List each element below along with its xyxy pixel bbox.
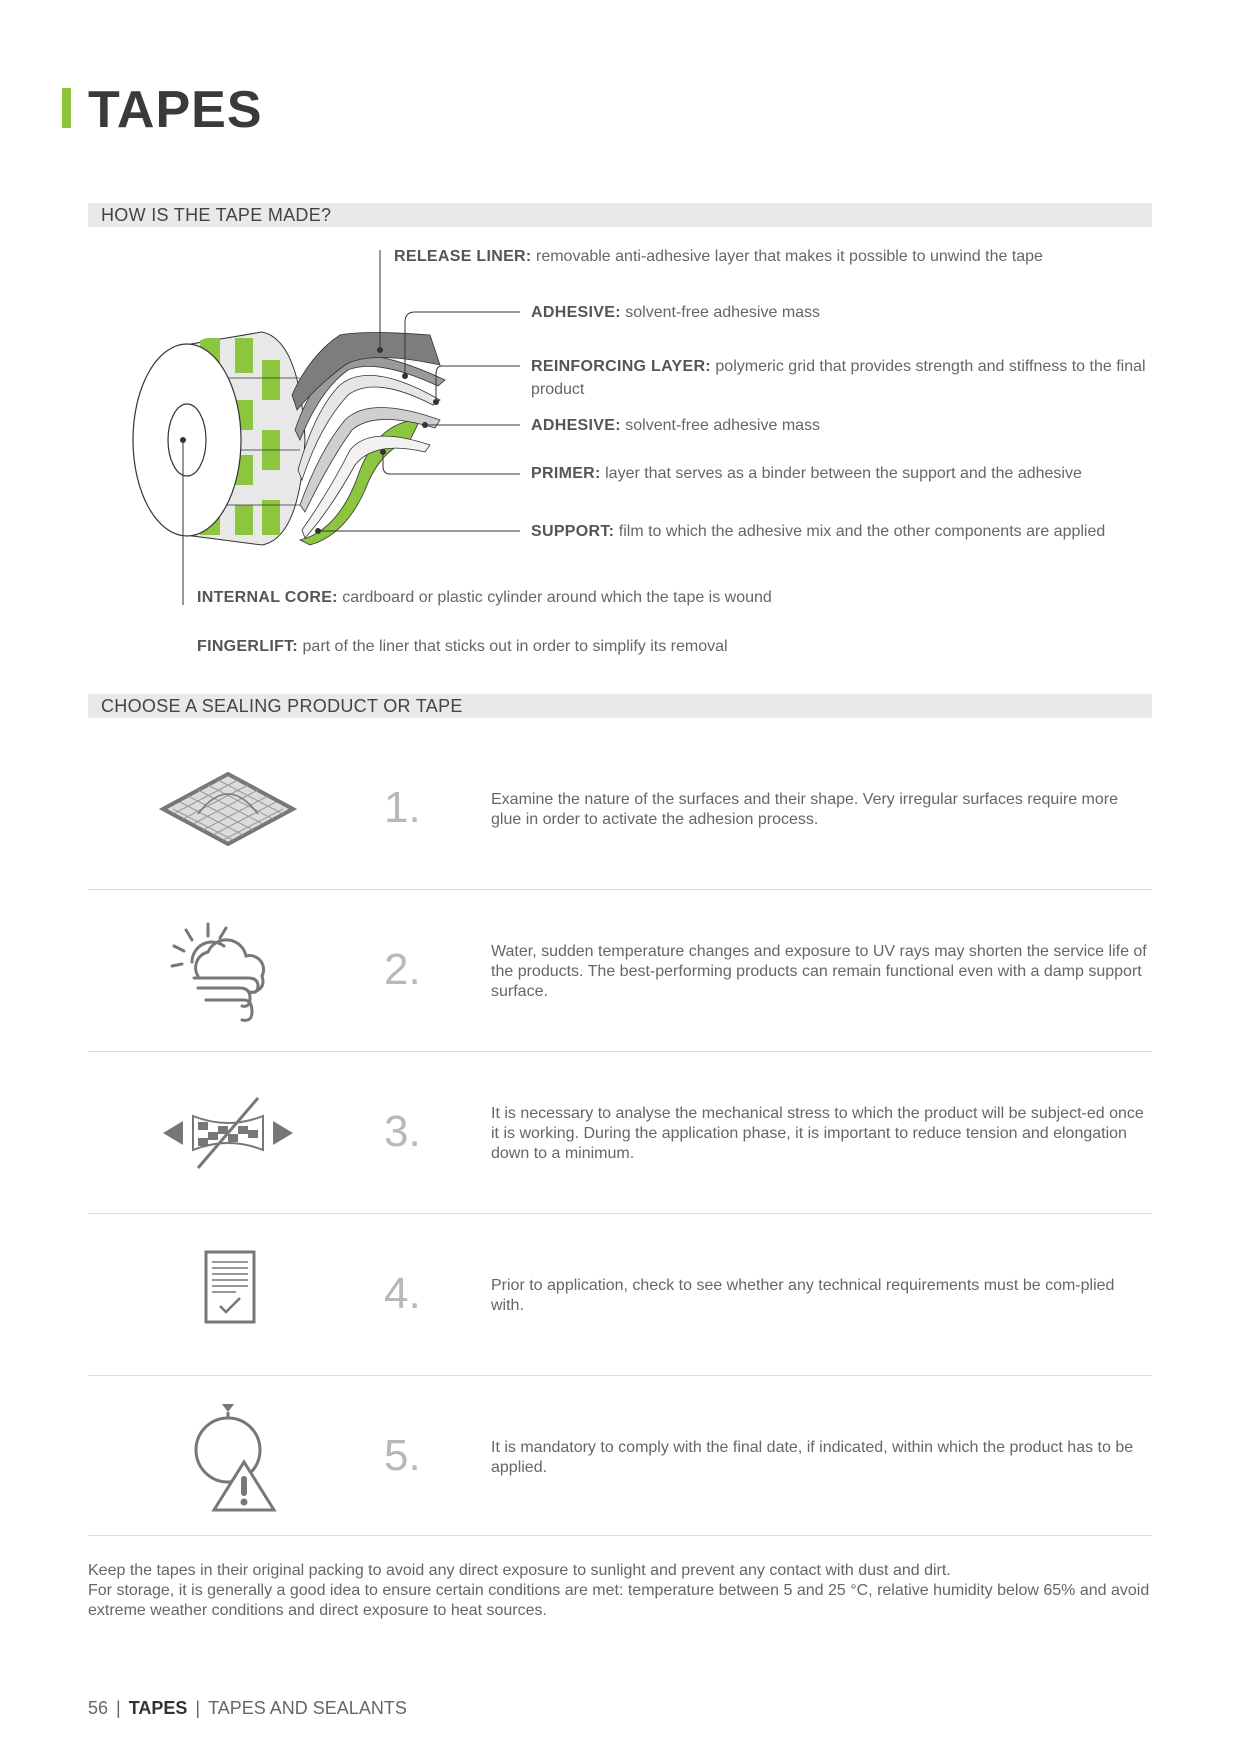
step-number: 3. bbox=[384, 1107, 421, 1156]
label-desc: removable anti-adhesive layer that makes it possible to unwind the tape bbox=[536, 248, 1043, 265]
step-row bbox=[88, 728, 1152, 890]
storage-note: Keep the tapes in their original packing to avoid any direct exposure to sunlight and prevent any contact with dust and dirt. For storage, it is generally a good idea to ensure certain conditions are met: temperature between 5 and 25 °C, relative humidity below 65% and avoid extreme weather conditions and direct exposure to heat sources. bbox=[88, 1562, 1150, 1619]
label-fingerlift bbox=[197, 635, 728, 658]
label-desc: polymeric grid that provides strength and stiffness to the final product bbox=[531, 358, 1146, 398]
label-desc: film to which the adhesive mix and the other components are applied bbox=[618, 523, 1106, 540]
label-support bbox=[531, 520, 1105, 543]
checklist-document-icon bbox=[158, 1240, 298, 1350]
label-internal-core bbox=[197, 586, 772, 609]
label-adhesive-bottom bbox=[531, 414, 820, 437]
step-number: 4. bbox=[384, 1269, 421, 1318]
label-desc: cardboard or plastic cylinder around which the tape is wound bbox=[342, 589, 772, 606]
section-heading-label: CHOOSE A SEALING PRODUCT OR TAPE bbox=[101, 696, 463, 716]
label-term: FINGERLIFT: bbox=[197, 638, 299, 655]
step-text: It is mandatory to comply with the final date, if indicated, within which the product has to be applied. bbox=[491, 1439, 1134, 1476]
footer-separator: | bbox=[195, 1698, 201, 1718]
step-number: 2. bbox=[384, 945, 421, 994]
label-term: REINFORCING LAYER: bbox=[531, 358, 711, 375]
page-title: TAPES bbox=[88, 81, 263, 139]
section-heading-how-made bbox=[88, 203, 1152, 227]
step-number: 5. bbox=[384, 1431, 421, 1480]
label-term: SUPPORT: bbox=[531, 523, 615, 540]
weather-icon bbox=[158, 916, 298, 1026]
step-row bbox=[88, 890, 1152, 1052]
tape-layers-diagram bbox=[120, 240, 580, 610]
footer-separator: | bbox=[116, 1698, 121, 1718]
step-text: Prior to application, check to see whether any technical requirements must be com-plied with. bbox=[491, 1277, 1115, 1314]
label-desc: solvent-free adhesive mass bbox=[625, 304, 821, 321]
footer-chapter: TAPES AND SEALANTS bbox=[208, 1698, 407, 1718]
label-term: ADHESIVE: bbox=[531, 304, 621, 321]
step-row bbox=[88, 1376, 1152, 1536]
page-number: 56 bbox=[88, 1698, 109, 1718]
label-term: PRIMER: bbox=[531, 465, 601, 482]
unwound-layers bbox=[292, 333, 445, 546]
roll-core-hole bbox=[168, 404, 206, 476]
section-heading-label: HOW IS THE TAPE MADE? bbox=[101, 205, 332, 225]
label-desc: solvent-free adhesive mass bbox=[625, 417, 821, 434]
label-term: ADHESIVE: bbox=[531, 417, 621, 434]
surface-grid-icon bbox=[158, 754, 298, 864]
step-text: Examine the nature of the surfaces and their shape. Very irregular surfaces require more glue in order to activate the adhesion process. bbox=[491, 791, 1118, 828]
section-heading-choose bbox=[88, 694, 1152, 718]
label-release-liner bbox=[394, 245, 1043, 268]
timer-warning-icon bbox=[158, 1402, 298, 1512]
title-accent-bar bbox=[62, 88, 71, 128]
label-adhesive-top bbox=[531, 301, 820, 324]
label-reinforcing-layer bbox=[531, 355, 1161, 401]
step-text: It is necessary to analyse the mechanical stress to which the product will be subject-ed once it is working. During the application phase, it is important to reduce tension and elongation down to a minimum. bbox=[491, 1105, 1144, 1162]
no-tension-icon bbox=[158, 1078, 298, 1188]
label-term: INTERNAL CORE: bbox=[197, 589, 338, 606]
page-footer bbox=[88, 1698, 407, 1719]
label-desc: layer that serves as a binder between the support and the adhesive bbox=[605, 465, 1082, 482]
step-text: Water, sudden temperature changes and exposure to UV rays may shorten the service life of the products. The best-performing products can remain functional even with a damp support surface. bbox=[491, 943, 1147, 1000]
footer-section: TAPES bbox=[128, 1698, 188, 1718]
label-term: RELEASE LINER: bbox=[394, 248, 532, 265]
label-primer bbox=[531, 462, 1082, 485]
step-row bbox=[88, 1214, 1152, 1376]
row-divider bbox=[88, 1535, 1152, 1536]
step-row bbox=[88, 1052, 1152, 1214]
label-desc: part of the liner that sticks out in order to simplify its removal bbox=[302, 638, 728, 655]
step-number: 1. bbox=[384, 783, 421, 832]
